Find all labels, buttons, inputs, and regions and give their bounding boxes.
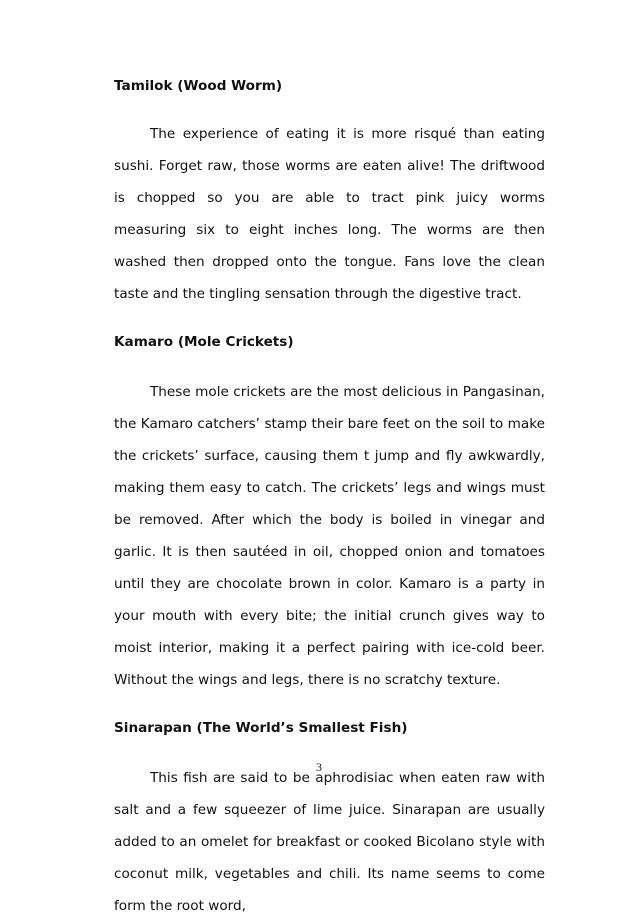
page-number: 3 [316,760,322,774]
section-heading-tamilok: Tamilok (Wood Worm) [114,78,283,94]
section-paragraph-sinarapan: This fish are said to be aphrodisiac when eaten raw with salt and a few squeezer of lime juice. Sinarapan are usually added to an omelet for breakfast or cooked Bicolano style with coconut milk, vegetables and chili. Its name seems to come form the root word, [114,770,545,914]
section-heading-sinarapan: Sinarapan (The World’s Smallest Fish) [114,720,408,736]
section-paragraph-tamilok: The experience of eating it is more risqué than eating sushi. Forget raw, those worms are eaten alive! The driftwood is chopped so you are able to tract pink juicy worms measuring six to eight inches long. The worms are then washed then dropped onto the tongue. Fans love the clean taste and the tingling sensation through the digestive tract. [114,126,545,302]
page-body [114,70,545,922]
section-paragraph-kamaro: These mole crickets are the most delicious in Pangasinan, the Kamaro catchers’ stamp their bare feet on the soil to make the crickets’ surface, causing them t jump and fly awkwardly, making them easy to catch. The crickets’ legs and wings must be removed. After which the body is boiled in vinegar and garlic. It is then sautéed in oil, chopped onion and tomatoes until they are chocolate brown in color. Kamaro is a party in your mouth with every bite; the initial crunch gives way to moist interior, making it a perfect pairing with ice-cold beer. Without the wings and legs, there is no scratchy texture. [114,384,545,688]
section-heading-kamaro: Kamaro (Mole Crickets) [114,334,294,350]
